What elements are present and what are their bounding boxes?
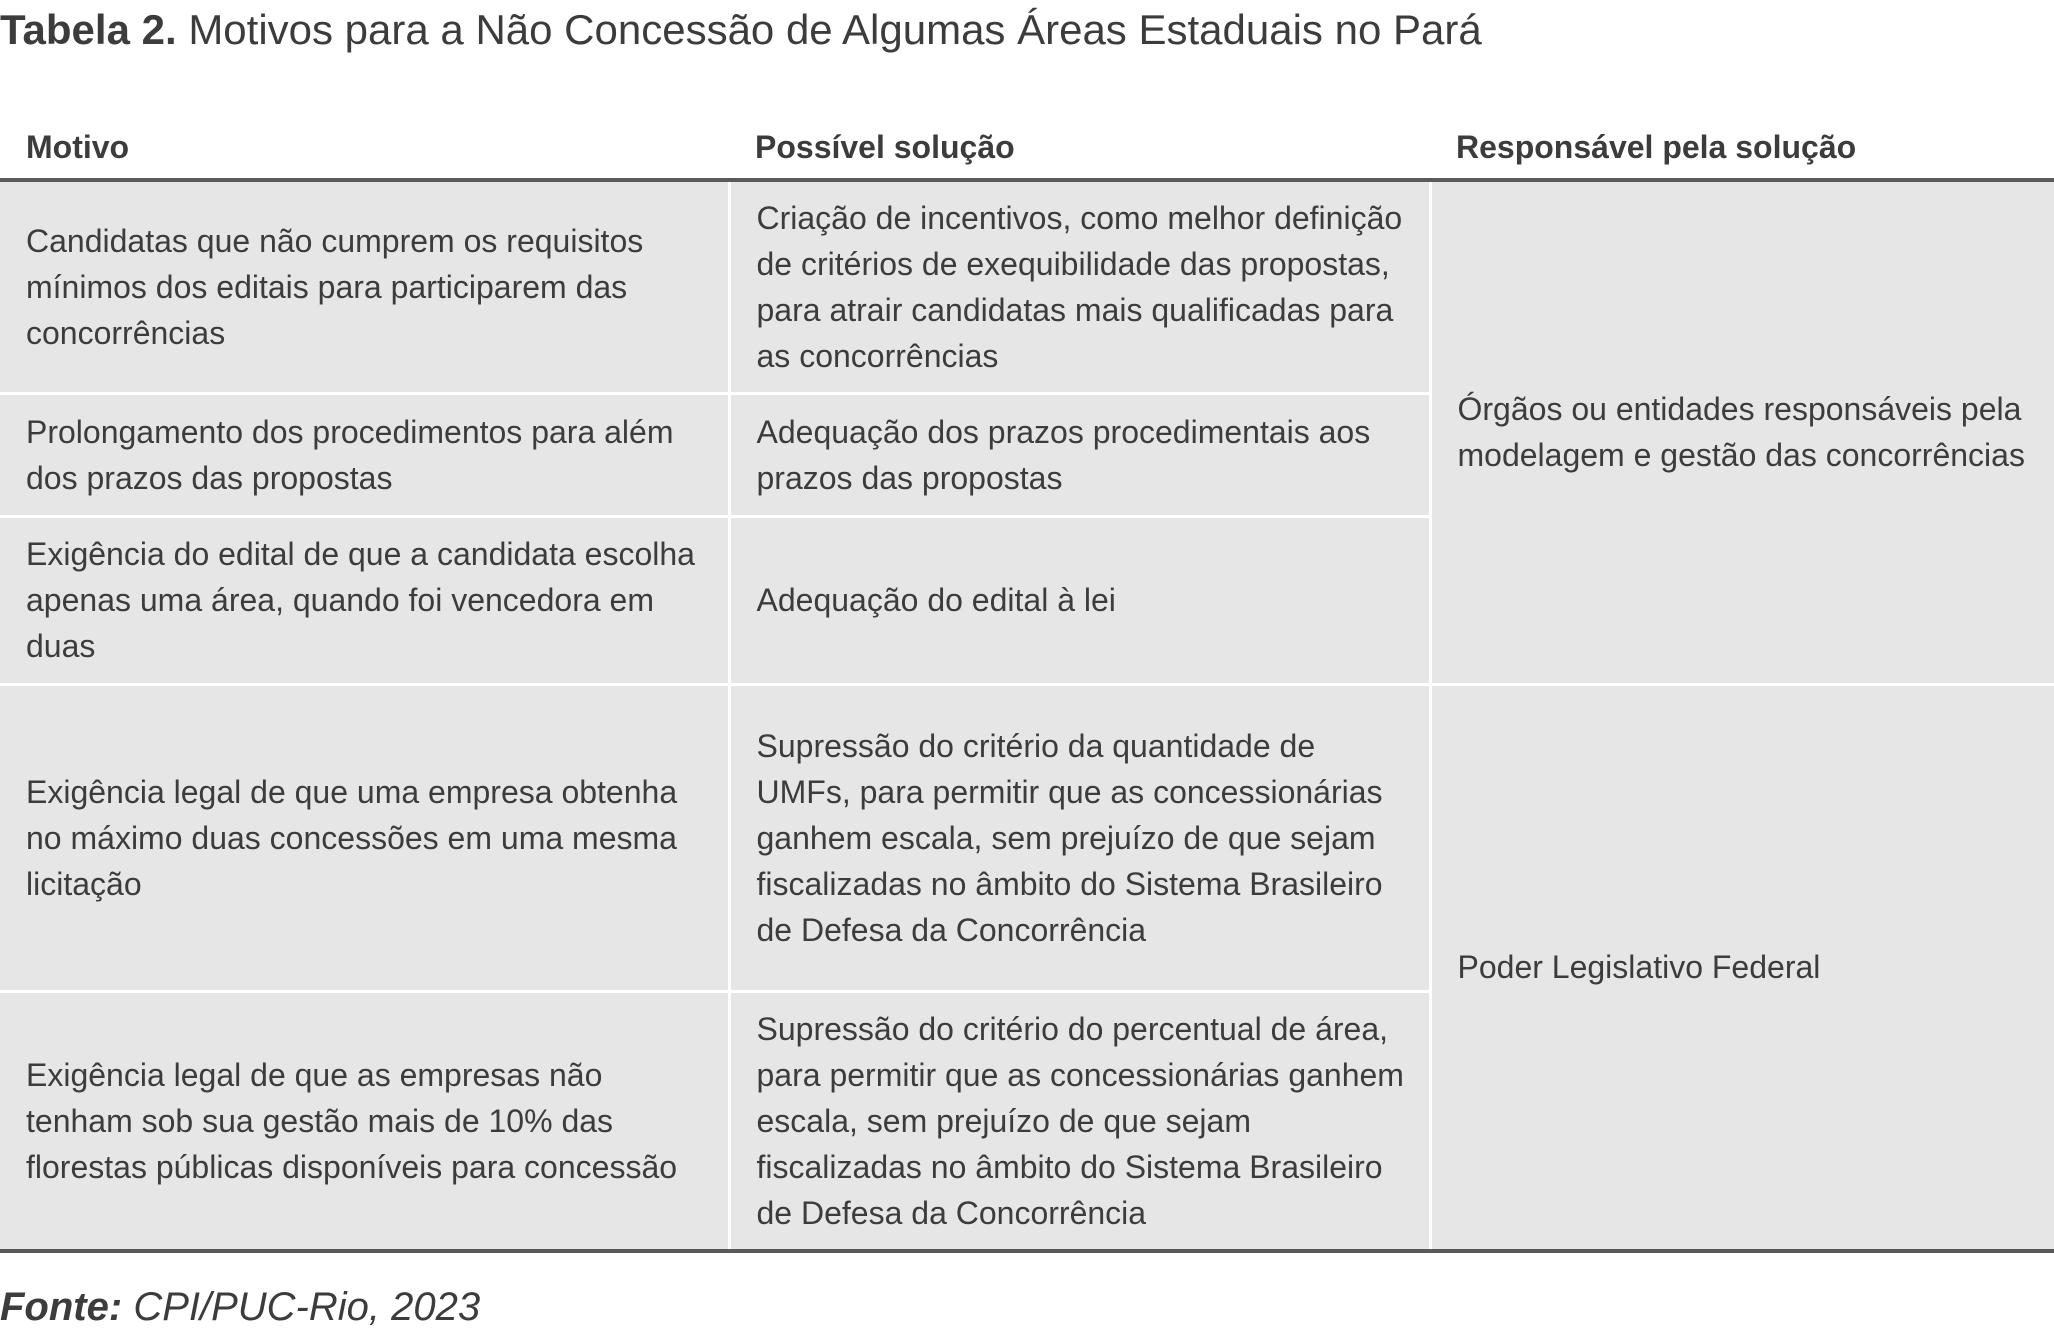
cell-motivo: Exigência legal de que as empresas não tenham sob sua gestão mais de 10% das florestas públicas disponíveis para concessão <box>0 991 729 1251</box>
cell-solucao: Supressão do critério do percentual de área, para permitir que as concessionárias ganhem escala, sem prejuízo de que sejam fiscalizadas no âmbito do Sistema Brasileiro de Defesa da Concorrência <box>729 991 1430 1251</box>
table-container <box>0 116 2054 1253</box>
table-title-label: Tabela 2. <box>0 6 177 53</box>
motivos-table <box>0 116 2054 1253</box>
header-possivel-solucao: Possível solução <box>729 116 1430 180</box>
table-header-row <box>0 116 2054 180</box>
cell-responsavel: Órgãos ou entidades responsáveis pela modelagem e gestão das concorrências <box>1430 180 2054 684</box>
header-responsavel: Responsável pela solução <box>1430 116 2054 180</box>
cell-motivo: Exigência legal de que uma empresa obtenha no máximo duas concessões em uma mesma licitação <box>0 684 729 991</box>
source-label: Fonte: <box>0 1285 123 1329</box>
header-motivo: Motivo <box>0 116 729 180</box>
source-note <box>0 1282 480 1332</box>
table-title <box>0 4 1482 56</box>
table-row <box>0 180 2054 393</box>
cell-motivo: Exigência do edital de que a candidata escolha apenas uma área, quando foi vencedora em duas <box>0 516 729 684</box>
source-text: CPI/PUC-Rio, 2023 <box>133 1285 481 1329</box>
cell-motivo: Candidatas que não cumprem os requisitos mínimos dos editais para participarem das concorrências <box>0 180 729 393</box>
cell-solucao: Supressão do critério da quantidade de UMFs, para permitir que as concessionárias ganhem escala, sem prejuízo de que sejam fiscalizadas no âmbito do Sistema Brasileiro de Defesa da Concorrência <box>729 684 1430 991</box>
cell-solucao: Adequação dos prazos procedimentais aos prazos das propostas <box>729 393 1430 516</box>
cell-motivo: Prolongamento dos procedimentos para além dos prazos das propostas <box>0 393 729 516</box>
table-row <box>0 684 2054 991</box>
cell-responsavel: Poder Legislativo Federal <box>1430 684 2054 1251</box>
cell-solucao: Criação de incentivos, como melhor definição de critérios de exequibilidade das propostas, para atrair candidatas mais qualificadas para as concorrências <box>729 180 1430 393</box>
cell-solucao: Adequação do edital à lei <box>729 516 1430 684</box>
table-title-text: Motivos para a Não Concessão de Algumas Áreas Estaduais no Pará <box>188 6 1482 53</box>
